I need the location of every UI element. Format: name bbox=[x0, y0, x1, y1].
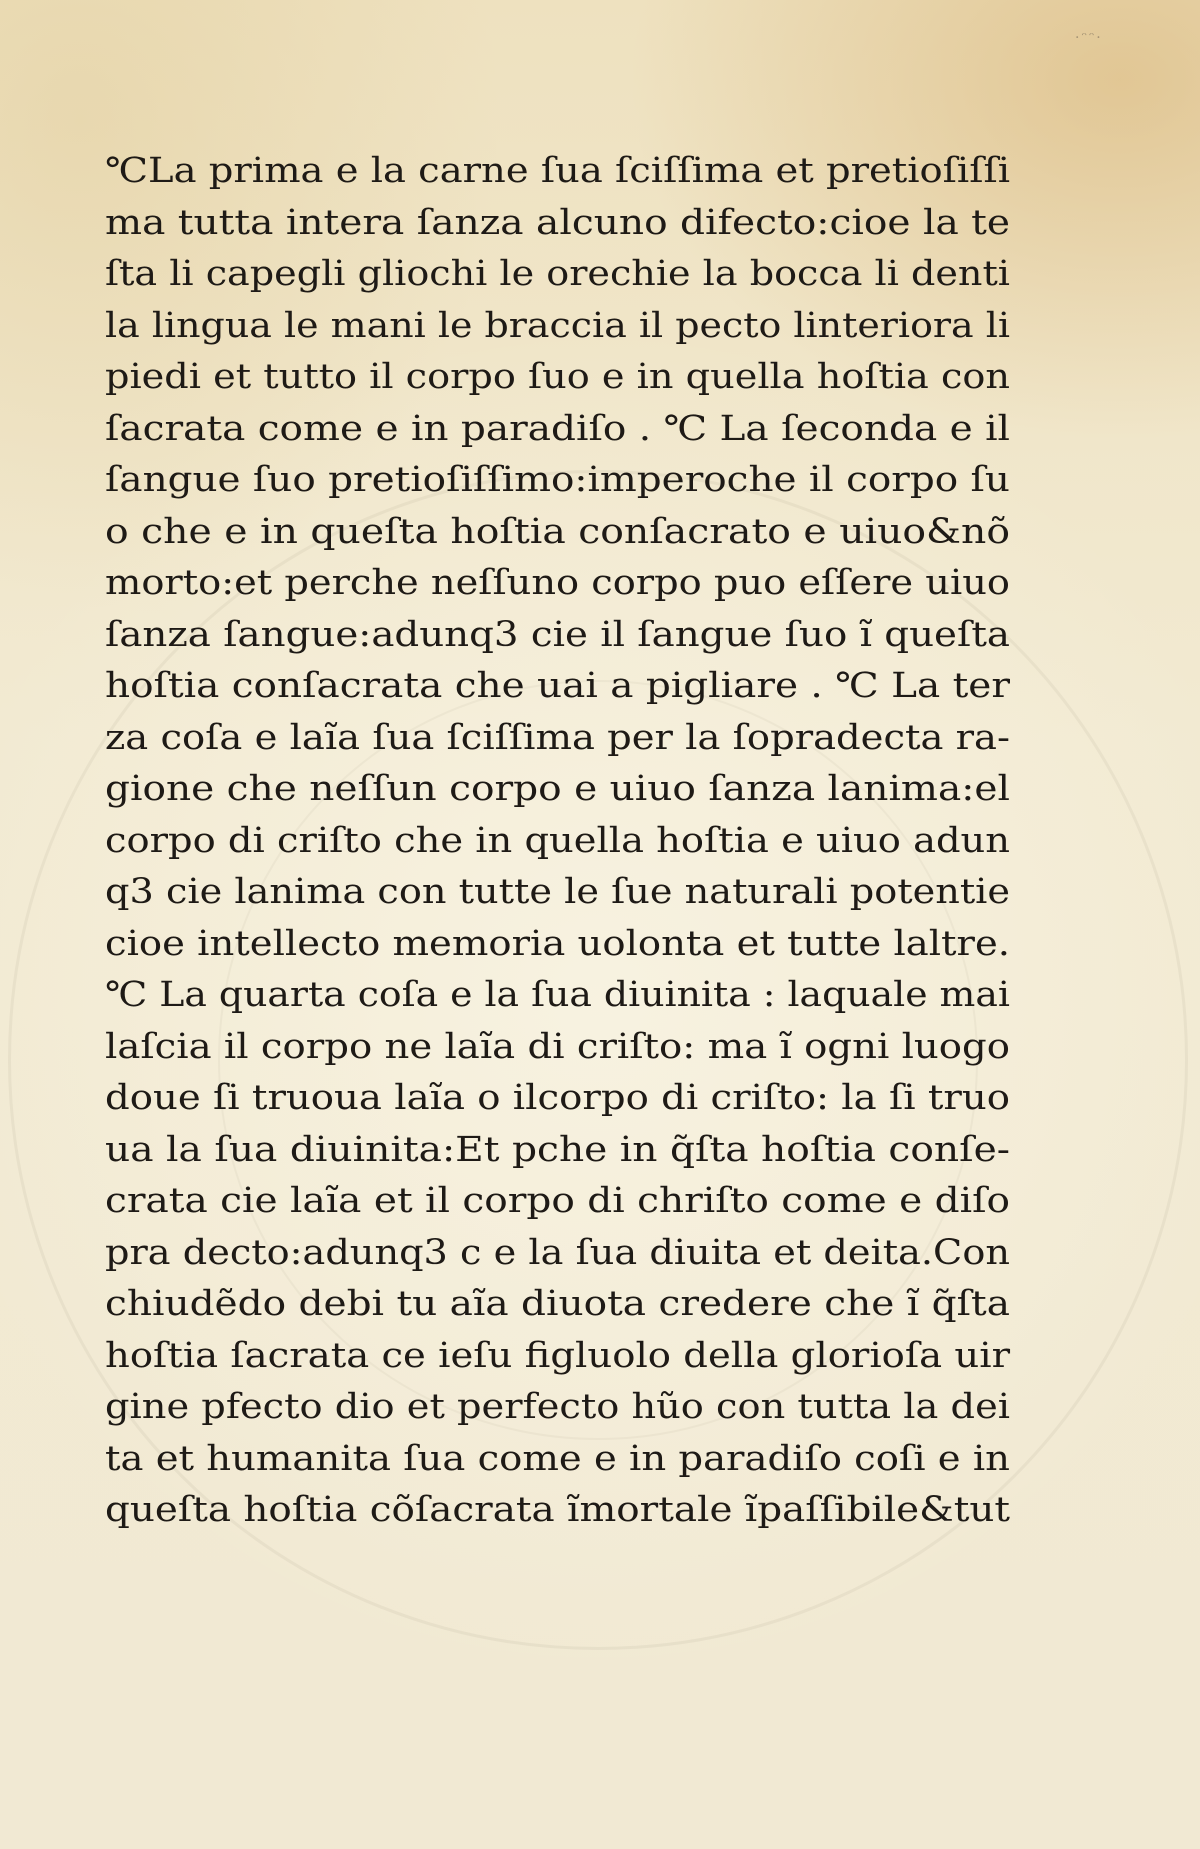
text-line: ſangue ſuo pretioſiſſimo:imperoche il corpo ſu bbox=[105, 460, 1010, 500]
text-line: ua la ſua diuinita:Et pche in q̃ſta hoſtia conſe- bbox=[105, 1129, 1011, 1170]
text-line: ta et humanita ſua come e in paradiſo coſi e in bbox=[105, 1438, 1010, 1479]
text-line: za coſa e laĩa ſua ſciſſima per la ſopradecta ra- bbox=[105, 717, 1011, 758]
text-line: queſta hoſtia cõſacrata ĩmortale ĩpaſſibile&tut bbox=[105, 1490, 1010, 1530]
text-line: cioe intellecto memoria uolonta et tutte laltre. bbox=[105, 923, 1011, 964]
text-line: corpo di criſto che in quella hoſtia e uiuo adun bbox=[105, 820, 1011, 861]
text-line: ℃La prima e la carne ſua ſciſſima et pretioſiſſi bbox=[105, 151, 1011, 191]
text-line: ma tutta intera ſanza alcuno difecto:cioe la te bbox=[105, 202, 1011, 243]
text-line: piedi et tutto il corpo ſuo e in quella hoſtia con bbox=[105, 357, 1011, 397]
text-line: crata cie laĩa et il corpo di chriſto come e diſo bbox=[105, 1181, 1011, 1221]
text-line: gine pfecto dio et perfecto hũo con tutta la dei bbox=[105, 1387, 1011, 1427]
text-line: ſacrata come e in paradiſo . ℃ La ſeconda e il bbox=[105, 408, 1011, 449]
printed-text-block bbox=[105, 146, 1105, 1537]
text-line: laſcia il corpo ne laĩa di criſto: ma ĩ ogni luogo bbox=[105, 1026, 1011, 1067]
text-line: gione che neſſun corpo e uiuo ſanza lanima:el bbox=[105, 769, 1011, 809]
text-line: ſanza ſangue:adunq3 cie il ſangue ſuo ĩ queſta bbox=[105, 614, 1010, 655]
text-line: chiudẽdo debi tu aĩa diuota credere che ĩ q̃ſta bbox=[105, 1284, 1010, 1324]
text-line: hoſtia ſacrata ce ieſu figluolo della glorioſa uir bbox=[105, 1335, 1011, 1376]
text-line: pra decto:adunq3 c e la ſua diuita et deita.Con bbox=[105, 1232, 1010, 1273]
corner-ink-mark: ·ᵔᵔ· bbox=[1075, 30, 1103, 46]
text-line: morto:et perche neſſuno corpo puo eſſere uiuo bbox=[105, 563, 1010, 603]
text-line: o che e in queſta hoſtia conſacrato e uiuo&nõ bbox=[105, 511, 1011, 552]
text-line: ſta li capegli gliochi le orechie la bocca li denti bbox=[105, 254, 1010, 294]
text-line: la lingua le mani le braccia il pecto linteriora li bbox=[105, 305, 1011, 346]
text-line: ℃ La quarta coſa e la ſua diuinita : laquale mai bbox=[105, 975, 1010, 1015]
text-line: hoſtia conſacrata che uai a pigliare . ℃ La ter bbox=[105, 666, 1011, 706]
text-line: doue ſi truoua laĩa o ilcorpo di criſto: la ſi truo bbox=[105, 1078, 1011, 1118]
text-line: q3 cie lanima con tutte le ſue naturali potentie bbox=[105, 872, 1011, 912]
